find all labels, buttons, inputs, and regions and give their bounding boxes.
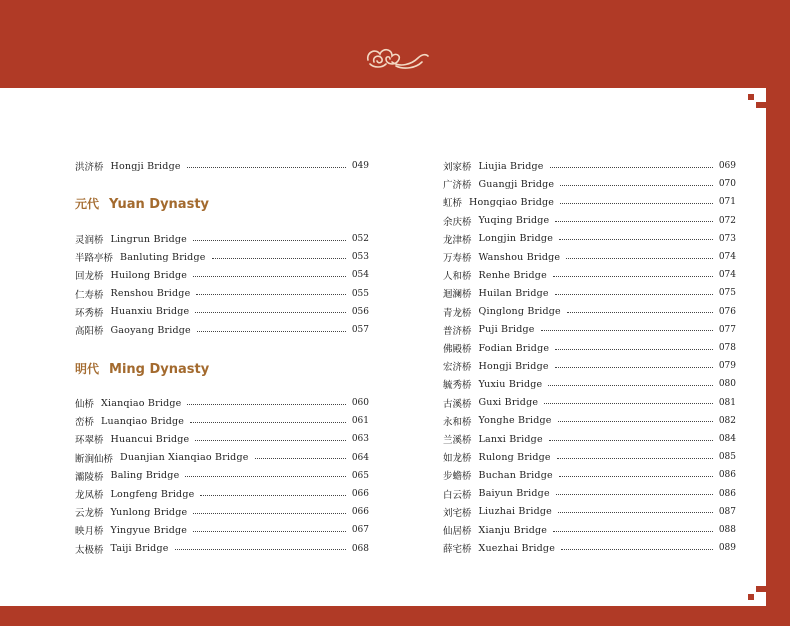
toc-entry[interactable]: [75, 467, 369, 485]
toc-entry[interactable]: [443, 539, 736, 557]
dot-leader: [541, 330, 713, 331]
toc-entry[interactable]: [75, 321, 369, 339]
entry-english-name: Xianju Bridge: [478, 524, 548, 536]
entry-english-name: Huilong Bridge: [110, 269, 188, 281]
entry-chinese-name: 古溪桥: [443, 398, 472, 410]
entry-chinese-name: 佛殿桥: [443, 344, 472, 355]
toc-entry[interactable]: [443, 284, 736, 302]
entry-chinese-name: 毓秀桥: [443, 380, 472, 392]
dot-leader: [550, 167, 713, 168]
dot-leader: [190, 422, 346, 423]
entry-page-number: 061: [351, 416, 369, 427]
toc-entry[interactable]: [443, 193, 736, 211]
dot-leader: [560, 203, 713, 204]
dot-leader: [193, 513, 345, 514]
entry-page-number: 077: [718, 324, 736, 335]
dot-leader: [193, 531, 346, 532]
toc-right-column: [443, 88, 736, 606]
entry-page-number: 084: [718, 434, 736, 444]
toc-entry[interactable]: [443, 503, 736, 521]
entry-english-name: Huilan Bridge: [478, 287, 549, 299]
entry-chinese-name: 环秀桥: [75, 307, 104, 319]
toc-entry[interactable]: [443, 157, 736, 175]
entry-chinese-name: 洪济桥: [75, 162, 104, 173]
toc-entry[interactable]: [75, 485, 369, 503]
entry-english-name: Taiji Bridge: [110, 543, 169, 555]
entry-english-name: Wanshou Bridge: [478, 251, 561, 263]
dot-leader: [553, 531, 713, 532]
entry-page-number: 063: [351, 434, 369, 445]
entry-page-number: 085: [718, 452, 736, 463]
entry-page-number: 087: [718, 506, 736, 517]
entry-english-name: Yonghe Bridge: [478, 415, 552, 427]
entry-english-name: Guangji Bridge: [478, 178, 555, 190]
entry-english-name: Renhe Bridge: [478, 269, 547, 281]
toc-entry[interactable]: [75, 412, 369, 430]
toc-entry[interactable]: [443, 303, 736, 321]
entry-chinese-name: 人和桥: [443, 271, 472, 283]
entry-english-name: Xuezhai Bridge: [478, 542, 556, 554]
entry-english-name: Banluting Bridge: [120, 251, 206, 263]
entry-page-number: 064: [351, 452, 369, 463]
entry-english-name: Yunlong Bridge: [110, 506, 188, 518]
entry-page-number: 055: [351, 288, 369, 299]
entry-page-number: 081: [718, 397, 736, 408]
toc-page: [0, 88, 766, 606]
entry-page-number: 080: [718, 379, 736, 390]
entry-english-name: Baling Bridge: [110, 470, 180, 482]
entry-page-number: 073: [718, 233, 736, 244]
entry-page-number: 071: [718, 197, 736, 208]
entry-english-name: Buchan Bridge: [478, 469, 553, 481]
toc-entry[interactable]: [443, 339, 736, 357]
dot-leader: [566, 258, 713, 259]
dynasty-heading-english: Ming Dynasty: [109, 362, 210, 377]
entry-english-name: Renshou Bridge: [110, 288, 191, 300]
entry-chinese-name: 薛宅桥: [443, 544, 472, 556]
entry-page-number: 076: [718, 306, 736, 317]
entry-chinese-name: 万寿桥: [443, 253, 472, 264]
dot-leader: [187, 404, 345, 405]
entry-english-name: Luanqiao Bridge: [101, 415, 185, 427]
toc-entry[interactable]: [75, 521, 369, 539]
dynasty-heading: [75, 195, 209, 212]
toc-entry[interactable]: [443, 466, 736, 484]
entry-chinese-name: 峦桥: [75, 417, 95, 429]
entry-chinese-name: 太极桥: [75, 544, 104, 556]
dynasty-heading-english: Yuan Dynasty: [109, 197, 210, 212]
dot-leader: [255, 458, 346, 459]
entry-english-name: Hongji Bridge: [478, 360, 549, 372]
entry-chinese-name: 青龙桥: [443, 307, 472, 319]
toc-entry[interactable]: [443, 321, 736, 339]
entry-chinese-name: 步蟾桥: [443, 471, 472, 483]
toc-entry[interactable]: [75, 449, 369, 467]
entry-english-name: Guxi Bridge: [478, 397, 539, 409]
entry-page-number: 072: [718, 215, 736, 226]
toc-entry[interactable]: [443, 485, 736, 503]
toc-entry[interactable]: [443, 521, 736, 539]
entry-english-name: Lingrun Bridge: [110, 233, 188, 245]
toc-entry[interactable]: [443, 230, 736, 248]
entry-page-number: 067: [351, 525, 369, 536]
entry-chinese-name: 断涧仙桥: [75, 453, 114, 465]
entry-chinese-name: 宏济桥: [443, 362, 472, 374]
entry-page-number: 054: [351, 270, 369, 281]
entry-page-number: 088: [718, 525, 736, 535]
toc-entry[interactable]: [443, 412, 736, 430]
entry-chinese-name: 兰溪桥: [443, 435, 472, 446]
entry-english-name: Rulong Bridge: [478, 451, 551, 463]
entry-english-name: Baiyun Bridge: [478, 488, 550, 500]
entry-page-number: 086: [718, 488, 736, 499]
dot-leader: [561, 549, 713, 550]
dot-leader: [555, 349, 713, 350]
dot-leader: [193, 276, 346, 277]
entry-chinese-name: 如龙桥: [443, 453, 472, 465]
entry-page-number: 075: [718, 288, 736, 299]
entry-chinese-name: 普济桥: [443, 325, 472, 337]
dot-leader: [196, 294, 345, 295]
entry-english-name: Huanxiu Bridge: [110, 306, 190, 318]
dot-leader: [557, 458, 713, 459]
dot-leader: [553, 276, 713, 277]
entry-page-number: 056: [351, 306, 369, 317]
entry-page-number: 089: [718, 543, 736, 554]
entry-chinese-name: 云龙桥: [75, 508, 104, 520]
entry-page-number: 069: [718, 161, 736, 171]
toc-entry[interactable]: [75, 266, 369, 284]
dot-leader: [195, 440, 345, 441]
entry-chinese-name: 仁寿桥: [75, 289, 104, 301]
corner-ornament-top-step: [756, 102, 766, 108]
entry-english-name: Duanjian Xianqiao Bridge: [120, 452, 249, 464]
toc-entry[interactable]: [75, 157, 369, 175]
toc-entry[interactable]: [75, 248, 369, 266]
dot-leader: [559, 476, 713, 477]
toc-entry[interactable]: [443, 448, 736, 466]
dynasty-heading-chinese: 明代: [75, 362, 100, 376]
entry-chinese-name: 环翠桥: [75, 435, 104, 447]
entry-english-name: Gaoyang Bridge: [110, 324, 191, 336]
entry-english-name: Lanxi Bridge: [478, 433, 543, 445]
dot-leader: [185, 476, 345, 477]
entry-page-number: 078: [718, 343, 736, 353]
entry-page-number: 052: [351, 234, 369, 244]
toc-entry[interactable]: [443, 394, 736, 412]
toc-entry[interactable]: [443, 175, 736, 193]
toc-entry[interactable]: [75, 303, 369, 321]
entry-english-name: Huancui Bridge: [110, 433, 190, 445]
entry-page-number: 068: [351, 543, 369, 554]
entry-english-name: Liuzhai Bridge: [478, 506, 552, 518]
toc-entry[interactable]: [443, 430, 736, 448]
entry-english-name: Qinglong Bridge: [478, 306, 561, 318]
entry-chinese-name: 回龙桥: [75, 271, 104, 283]
entry-page-number: 086: [718, 470, 736, 481]
toc-entry[interactable]: [75, 540, 369, 558]
toc-entry[interactable]: [443, 212, 736, 230]
toc-entry[interactable]: [75, 230, 369, 248]
toc-entry[interactable]: [443, 248, 736, 266]
dot-leader: [549, 440, 713, 441]
entry-chinese-name: 灞陵桥: [75, 471, 104, 483]
entry-chinese-name: 虹桥: [443, 198, 463, 210]
entry-english-name: Longfeng Bridge: [110, 488, 195, 500]
toc-entry[interactable]: [443, 375, 736, 393]
entry-page-number: 053: [351, 252, 369, 263]
entry-chinese-name: 刘家桥: [443, 162, 472, 173]
dynasty-heading: [75, 360, 209, 377]
entry-english-name: Hongqiao Bridge: [469, 196, 555, 208]
entry-chinese-name: 余庆桥: [443, 216, 472, 228]
entry-chinese-name: 刘宅桥: [443, 507, 472, 519]
entry-page-number: 066: [351, 507, 369, 518]
toc-entry[interactable]: [75, 503, 369, 521]
dot-leader: [560, 185, 713, 186]
entry-english-name: Longjin Bridge: [478, 233, 554, 245]
dot-leader: [555, 367, 713, 368]
entry-chinese-name: 迴澜桥: [443, 289, 472, 301]
entry-page-number: 074: [718, 270, 736, 281]
corner-ornament-top: [748, 94, 754, 100]
entry-page-number: 066: [351, 489, 369, 499]
corner-ornament-bottom: [748, 594, 754, 600]
toc-entry[interactable]: [75, 285, 369, 303]
dot-leader: [193, 240, 346, 241]
entry-page-number: 070: [718, 179, 736, 190]
dot-leader: [197, 331, 346, 332]
entry-page-number: 060: [351, 398, 369, 408]
toc-entry[interactable]: [443, 357, 736, 375]
dot-leader: [556, 494, 713, 495]
entry-chinese-name: 映月桥: [75, 526, 104, 538]
dynasty-heading-chinese: 元代: [75, 197, 100, 211]
dot-leader: [559, 239, 713, 240]
entry-english-name: Hongji Bridge: [110, 160, 181, 172]
entry-chinese-name: 龙津桥: [443, 234, 472, 246]
entry-chinese-name: 仙桥: [75, 399, 95, 410]
dot-leader: [544, 403, 713, 404]
toc-entry[interactable]: [75, 394, 369, 412]
toc-entry[interactable]: [443, 266, 736, 284]
cloud-ornament-icon: [364, 42, 430, 74]
dot-leader: [212, 258, 346, 259]
dot-leader: [558, 421, 713, 422]
entry-english-name: Yuxiu Bridge: [478, 378, 543, 390]
entry-chinese-name: 白云桥: [443, 489, 472, 501]
entry-page-number: 082: [718, 415, 736, 426]
entry-page-number: 079: [718, 361, 736, 372]
entry-page-number: 049: [351, 161, 369, 171]
dot-leader: [187, 167, 346, 168]
dot-leader: [558, 512, 713, 513]
entry-chinese-name: 龙凤桥: [75, 490, 104, 501]
dot-leader: [555, 294, 713, 295]
entry-chinese-name: 永和桥: [443, 416, 472, 428]
dot-leader: [175, 549, 346, 550]
dot-leader: [200, 495, 345, 496]
dot-leader: [567, 312, 713, 313]
toc-left-column: [75, 88, 369, 606]
entry-chinese-name: 高阳桥: [75, 326, 104, 337]
entry-page-number: 057: [351, 325, 369, 335]
entry-english-name: Puji Bridge: [478, 324, 535, 336]
entry-page-number: 074: [718, 252, 736, 262]
entry-chinese-name: 广济桥: [443, 180, 472, 192]
entry-english-name: Yingyue Bridge: [110, 524, 188, 536]
entry-english-name: Yuqing Bridge: [478, 215, 550, 227]
entry-chinese-name: 灵润桥: [75, 235, 104, 246]
entry-english-name: Fodian Bridge: [478, 342, 550, 354]
entry-page-number: 065: [351, 470, 369, 481]
corner-ornament-bottom-step: [756, 586, 766, 592]
entry-english-name: Liujia Bridge: [478, 160, 544, 172]
entry-chinese-name: 仙居桥: [443, 526, 472, 537]
dot-leader: [555, 221, 712, 222]
toc-entry[interactable]: [75, 430, 369, 448]
entry-english-name: Xianqiao Bridge: [101, 397, 182, 409]
dot-leader: [548, 385, 712, 386]
dot-leader: [195, 312, 345, 313]
entry-chinese-name: 半路亭桥: [75, 253, 114, 265]
